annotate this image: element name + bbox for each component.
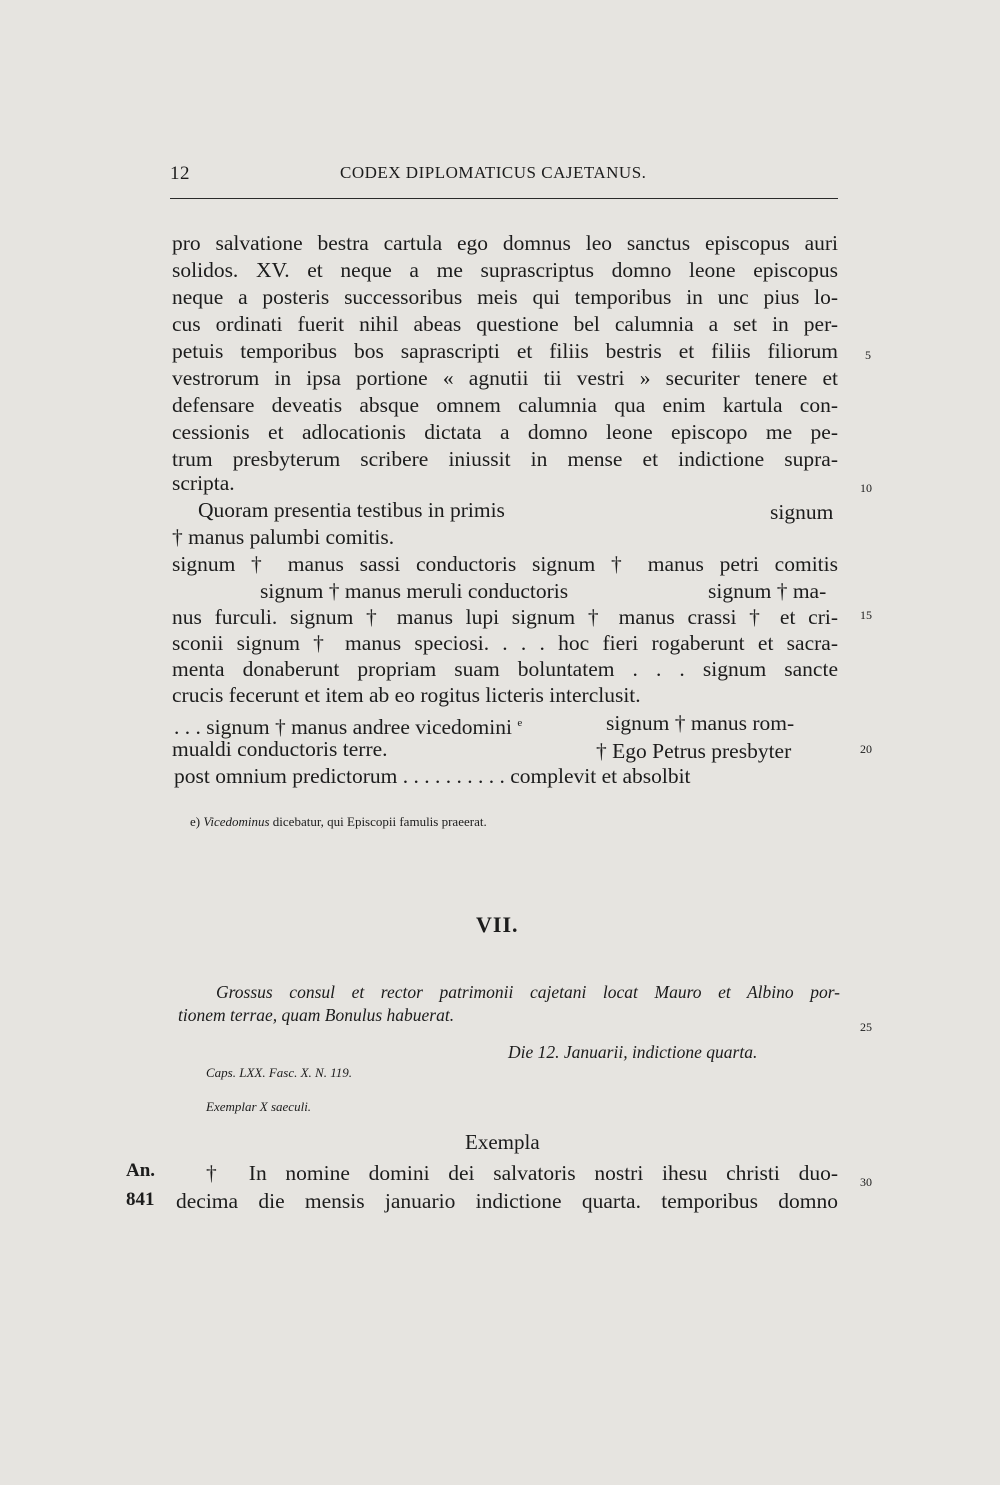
witness-line: sconii signum † manus speciosi. . . . hoc fieri rogaberunt et sacra- (172, 631, 838, 655)
witness-line: mualdi conductoris terre. (172, 737, 388, 761)
body-line: pro salvatione bestra cartula ego domnus leo sanctus episcopus auri (172, 231, 838, 255)
body-line: vestrorum in ipsa portione « agnutii tii vestri » securiter tenere et (172, 366, 838, 390)
line-number: 30 (860, 1175, 872, 1189)
witness-line: † manus palumbi comitis. (172, 525, 395, 549)
charter-line: † In nomine domini dei salvatoris nostri ihesu christi duo- (206, 1161, 838, 1185)
running-title: CODEX DIPLOMATICUS CAJETANUS. (340, 163, 647, 182)
body-line: defensare deveatis absque omnem calumnia qua enim kartula con- (172, 393, 838, 417)
body-line: petuis temporibus bos saprascripti et filiis bestris et filiis filiorum (172, 339, 838, 363)
scribe-signature: † Ego Petrus presbyter (596, 739, 792, 763)
footnote-text: dicebatur, qui Episcopii famulis praeerat. (272, 814, 487, 829)
andree-text: . . . signum † manus andree vicedomini (174, 715, 512, 740)
witness-line: nus furculi. signum † manus lupi signum † manus crassi † et cri- (172, 605, 838, 629)
body-line: scripta. (172, 471, 235, 495)
witness-line: crucis fecerunt et item ab eo rogitus licteris interclusit. (172, 683, 641, 707)
line-number: 5 (865, 348, 871, 362)
footnote-marker: e (517, 717, 523, 729)
closing-line: post omnium predictorum . . . . . . . . . . complevit et absolbit (174, 764, 691, 788)
year-label-an: An. (126, 1160, 156, 1181)
line-number: 10 (860, 481, 872, 495)
header-rule (170, 198, 838, 199)
date-line: Die 12. Januarii, indictione quarta. (508, 1042, 758, 1062)
body-line: neque a posteris successoribus meis qui temporibus in unc pius lo- (172, 285, 838, 309)
line-number: 25 (860, 1020, 872, 1034)
body-line: trum presbyterum scribere iniussit in mense et indictione supra- (172, 447, 838, 471)
archive-reference: Caps. LXX. Fasc. X. N. 119. (206, 1065, 353, 1080)
footnote-term: Vicedominus (203, 814, 270, 829)
witness-line: menta donaberunt propriam suam boluntatem . . . signum sancte (172, 657, 838, 681)
witness-signum: signum (770, 500, 834, 524)
regest-line: Grossus consul et rector patrimonii cajetani locat Mauro et Albino por- (216, 982, 840, 1002)
charter-line: decima die mensis januario indictione quarta. temporibus domno (176, 1189, 838, 1213)
witness-line: signum † manus sassi conductoris signum † manus petri comitis (172, 552, 838, 576)
line-number: 15 (860, 608, 872, 622)
section-number: VII. (476, 912, 519, 937)
witness-intro: Quoram presentia testibus in primis (198, 498, 505, 522)
witness-line: signum † manus meruli conductoris (260, 579, 569, 603)
body-line: cessionis et adlocationis dictata a domno leone episcopo me pe- (172, 420, 838, 444)
running-header (170, 163, 840, 187)
page-number: 12 (170, 163, 190, 184)
exempla-heading: Exempla (465, 1130, 540, 1154)
body-line: solidos. XV. et neque a me suprascriptus domno leone episcopus (172, 258, 838, 282)
body-line: cus ordinati fuerit nihil abeas questione bel calumnia a set in per- (172, 312, 838, 336)
witness-line: signum † ma- (708, 579, 827, 603)
witness-line (174, 710, 523, 740)
footnote-label: e) (190, 814, 201, 829)
witness-line: signum † manus rom- (606, 711, 795, 735)
year-label: 841 (126, 1189, 155, 1210)
exemplar-note: Exemplar X saeculi. (206, 1099, 312, 1114)
regest-line: tionem terrae, quam Bonulus habuerat. (178, 1005, 455, 1025)
line-number: 20 (860, 742, 872, 756)
footnote (190, 814, 487, 830)
